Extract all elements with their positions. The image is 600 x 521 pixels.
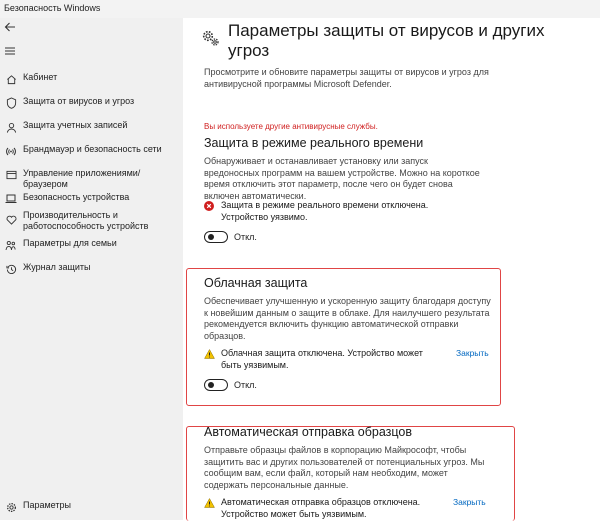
realtime-toggle[interactable] xyxy=(204,231,228,243)
app-window-icon xyxy=(4,168,18,182)
sidebar-item-label: Безопасность устройства xyxy=(23,192,130,202)
samples-section-title: Автоматическая отправка образцов xyxy=(204,425,412,439)
other-antivirus-warning: Вы используете другие антивирусные службы. xyxy=(204,122,378,131)
window-title: Безопасность Windows xyxy=(4,3,101,13)
hamburger-icon xyxy=(4,45,16,57)
menu-button[interactable] xyxy=(4,45,16,60)
back-arrow-icon xyxy=(4,21,16,33)
cloud-toggle-label: Откл. xyxy=(234,380,257,390)
settings-label: Параметры xyxy=(23,500,71,510)
sidebar-item-account-protection[interactable] xyxy=(0,120,183,134)
cloud-alert xyxy=(204,347,436,371)
realtime-description: Обнаруживает и останавливает установку или запуск вредоносных программ на вашем устройстве. Можно на короткое время отключить этот параметр, после чего он будет снова включен автоматически. xyxy=(204,156,480,201)
sidebar-item-app-browser-control[interactable] xyxy=(0,168,183,190)
back-button[interactable] xyxy=(4,21,16,36)
cloud-dismiss-link[interactable]: Закрыть xyxy=(456,348,489,358)
page-title: Параметры защиты от вирусов и других угроз xyxy=(228,21,545,60)
error-icon xyxy=(204,201,214,211)
sidebar-item-label: Защита от вирусов и угроз xyxy=(23,96,135,106)
gears-icon xyxy=(201,28,221,48)
sidebar-item-firewall[interactable] xyxy=(0,144,183,158)
samples-alert-text: Автоматическая отправка образцов отключена. Устройство может быть уязвимым. xyxy=(221,497,421,519)
heart-icon xyxy=(4,213,18,227)
sidebar-item-family-options[interactable] xyxy=(0,238,183,252)
sidebar-item-label: Журнал защиты xyxy=(23,262,91,272)
shield-icon xyxy=(4,96,18,110)
home-icon xyxy=(4,72,18,86)
sidebar-item-home[interactable] xyxy=(0,72,183,86)
title-bar xyxy=(0,0,600,18)
sidebar-item-device-performance[interactable] xyxy=(0,210,183,232)
sidebar-item-device-security[interactable] xyxy=(0,192,183,206)
sidebar-item-label: Управление приложениями/браузером xyxy=(23,168,141,189)
sidebar-item-label: Брандмауэр и безопасность сети xyxy=(23,144,162,154)
realtime-alert-text: Защита в режиме реального времени отключена. Устройство уязвимо. xyxy=(221,200,429,222)
warning-icon xyxy=(204,349,215,359)
main-content xyxy=(183,18,600,520)
cloud-alert-text: Облачная защита отключена. Устройство может быть уязвимым. xyxy=(221,348,423,370)
samples-dismiss-link[interactable]: Закрыть xyxy=(453,497,486,507)
history-icon xyxy=(4,262,18,276)
sidebar-item-label: Производительность и работоспособность устройств xyxy=(23,210,149,231)
cloud-toggle[interactable] xyxy=(204,379,228,391)
sidebar-item-protection-history[interactable] xyxy=(0,262,183,276)
warning-icon xyxy=(204,498,215,508)
sidebar xyxy=(0,18,183,520)
laptop-icon xyxy=(4,192,18,206)
sidebar-item-label: Кабинет xyxy=(23,72,58,82)
sidebar-item-label: Параметры для семьи xyxy=(23,238,117,248)
person-icon xyxy=(4,120,18,134)
samples-alert xyxy=(204,496,436,520)
sidebar-item-virus-protection[interactable] xyxy=(0,96,183,110)
sidebar-item-label: Защита учетных записей xyxy=(23,120,128,130)
realtime-toggle-label: Откл. xyxy=(234,232,257,242)
sidebar-item-settings[interactable] xyxy=(0,500,183,514)
page-description: Просмотрите и обновите параметры защиты от вирусов и угроз для антивирусной программы Microsoft Defender. xyxy=(204,67,489,89)
samples-description: Отправьте образцы файлов в корпорацию Майкрософт, чтобы защитить вас и других пользователей от потенциальных угроз. Мы сообщим вам, если файл, который нам необходим, может содержать персональные данные. xyxy=(204,445,485,490)
wireless-icon xyxy=(4,144,18,158)
gear-icon xyxy=(4,500,18,514)
family-icon xyxy=(4,238,18,252)
realtime-section-title: Защита в режиме реального времени xyxy=(204,136,424,150)
realtime-alert xyxy=(204,199,464,223)
cloud-section-title: Облачная защита xyxy=(204,276,308,290)
cloud-description: Обеспечивает улучшенную и ускоренную защиту благодаря доступу к новейшим данным о защите в облаке. Для наилучшего результата рекомендуется включить функцию автоматической отправки образцов. xyxy=(204,296,491,341)
